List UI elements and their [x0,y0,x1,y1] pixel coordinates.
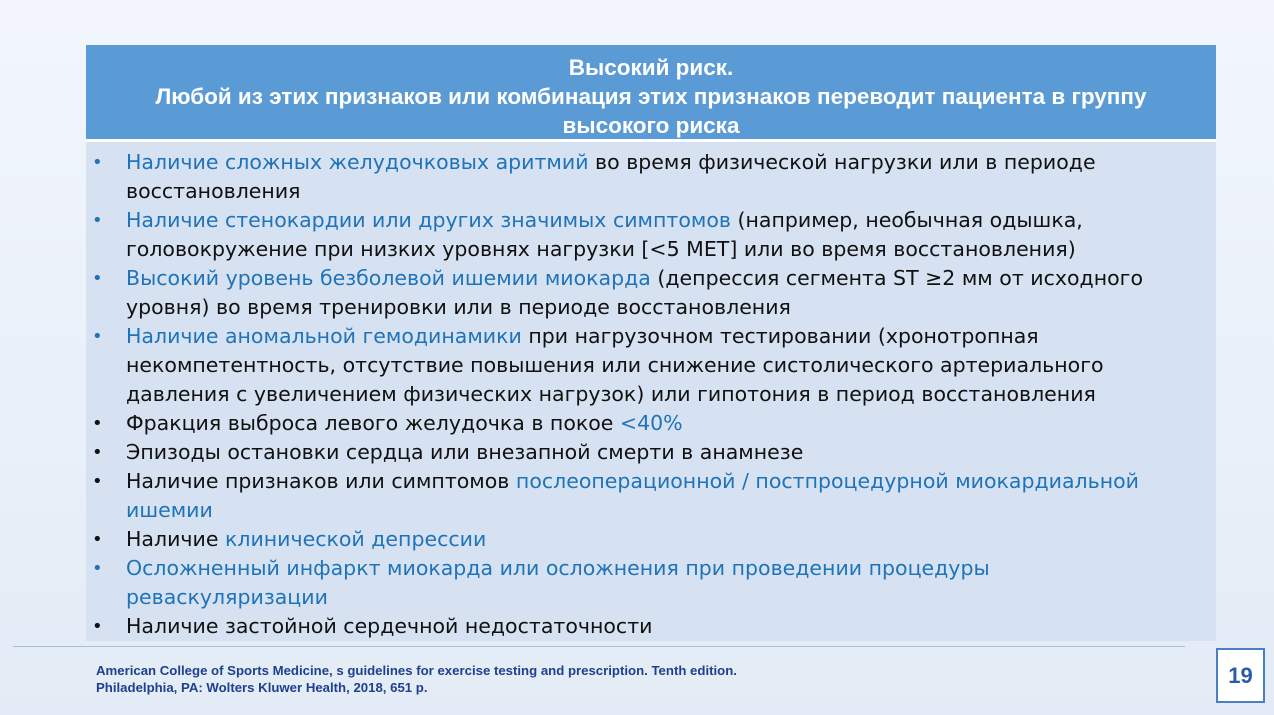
citation-line: American College of Sports Medicine, s guidelines for exercise testing and prescription. Tenth edition. [96,663,737,678]
bullet: • [92,558,103,579]
list-item [86,612,1216,641]
list-item [86,206,1216,264]
list-item [86,525,1216,554]
bullet: • [92,268,103,289]
item-text: (депрессия сегмента ST ≥2 мм от исходного [650,266,1143,290]
item-text: при нагрузочном тестировании (хронотропная [521,324,1039,348]
list-item [86,409,1216,438]
item-text: Наличие признаков или симптомов [126,469,516,493]
risk-criteria-list [86,148,1216,641]
bullet: • [92,471,103,492]
item-text: Эпизоды остановки сердца или внезапной смерти в анамнезе [126,440,804,464]
highlight-text: Наличие стенокардии или других значимых симптомов [126,208,731,232]
list-item [86,148,1216,206]
item-text: Фракция выброса левого желудочка в покое [126,411,620,435]
header-subtitle-line2: высокого риска [562,113,740,138]
bullet: • [92,326,103,347]
highlight-text: клинической депрессии [224,527,487,551]
footer-divider [13,646,1185,647]
item-text: давления с увеличением физических нагрузок) или гипотония в период восстановления [126,382,1096,406]
highlight-text: <40% [619,411,683,435]
slide-header [86,45,1216,139]
bullet: • [92,210,103,231]
item-text: уровня) во время тренировки или в периоде восстановления [126,295,791,319]
citation [96,662,737,696]
item-text: (например, необычная одышка, [731,208,1083,232]
item-text: восстановления [126,179,301,203]
bullet: • [92,616,103,637]
citation-line: Philadelphia, PA: Wolters Kluwer Health, 2018, 651 p. [96,680,428,695]
bullet: • [92,413,103,434]
highlight-text: Осложненный инфаркт миокарда или осложнения при проведении процедуры [126,556,990,580]
item-text: Наличие застойной сердечной недостаточности [126,614,653,638]
highlight-text: Наличие сложных желудочковых аритмий [126,150,589,174]
highlight-text: ишемии [126,498,213,522]
list-item [86,467,1216,525]
bullet: • [92,152,103,173]
header-subtitle-line1: Любой из этих признаков или комбинация этих признаков переводит пациента в группу [155,84,1147,109]
item-text: некомпетентность, отсутствие повышения или снижение систолического артериального [126,353,1104,377]
highlight-text: Наличие аномальной гемодинамики [126,324,522,348]
highlight-text: послеоперационной / постпроцедурной миокардиальной [515,469,1139,493]
highlight-text: Высокий уровень безболевой ишемии миокарда [126,266,651,290]
item-text: Наличие [126,527,225,551]
page-number: 19 [1216,648,1265,703]
bullet: • [92,442,103,463]
highlight-text: реваскуляризации [126,585,328,609]
list-item [86,322,1216,409]
list-item [86,438,1216,467]
header-divider [86,139,1216,142]
bullet: • [92,529,103,550]
header-title: Высокий риск. [568,55,734,80]
list-item [86,264,1216,322]
item-text: головокружение при низких уровнях нагрузки [<5 МЕТ] или во время восстановления) [126,237,1076,261]
slide-content-card [86,45,1216,641]
item-text: во время физической нагрузки или в периоде [588,150,1096,174]
list-item [86,554,1216,612]
